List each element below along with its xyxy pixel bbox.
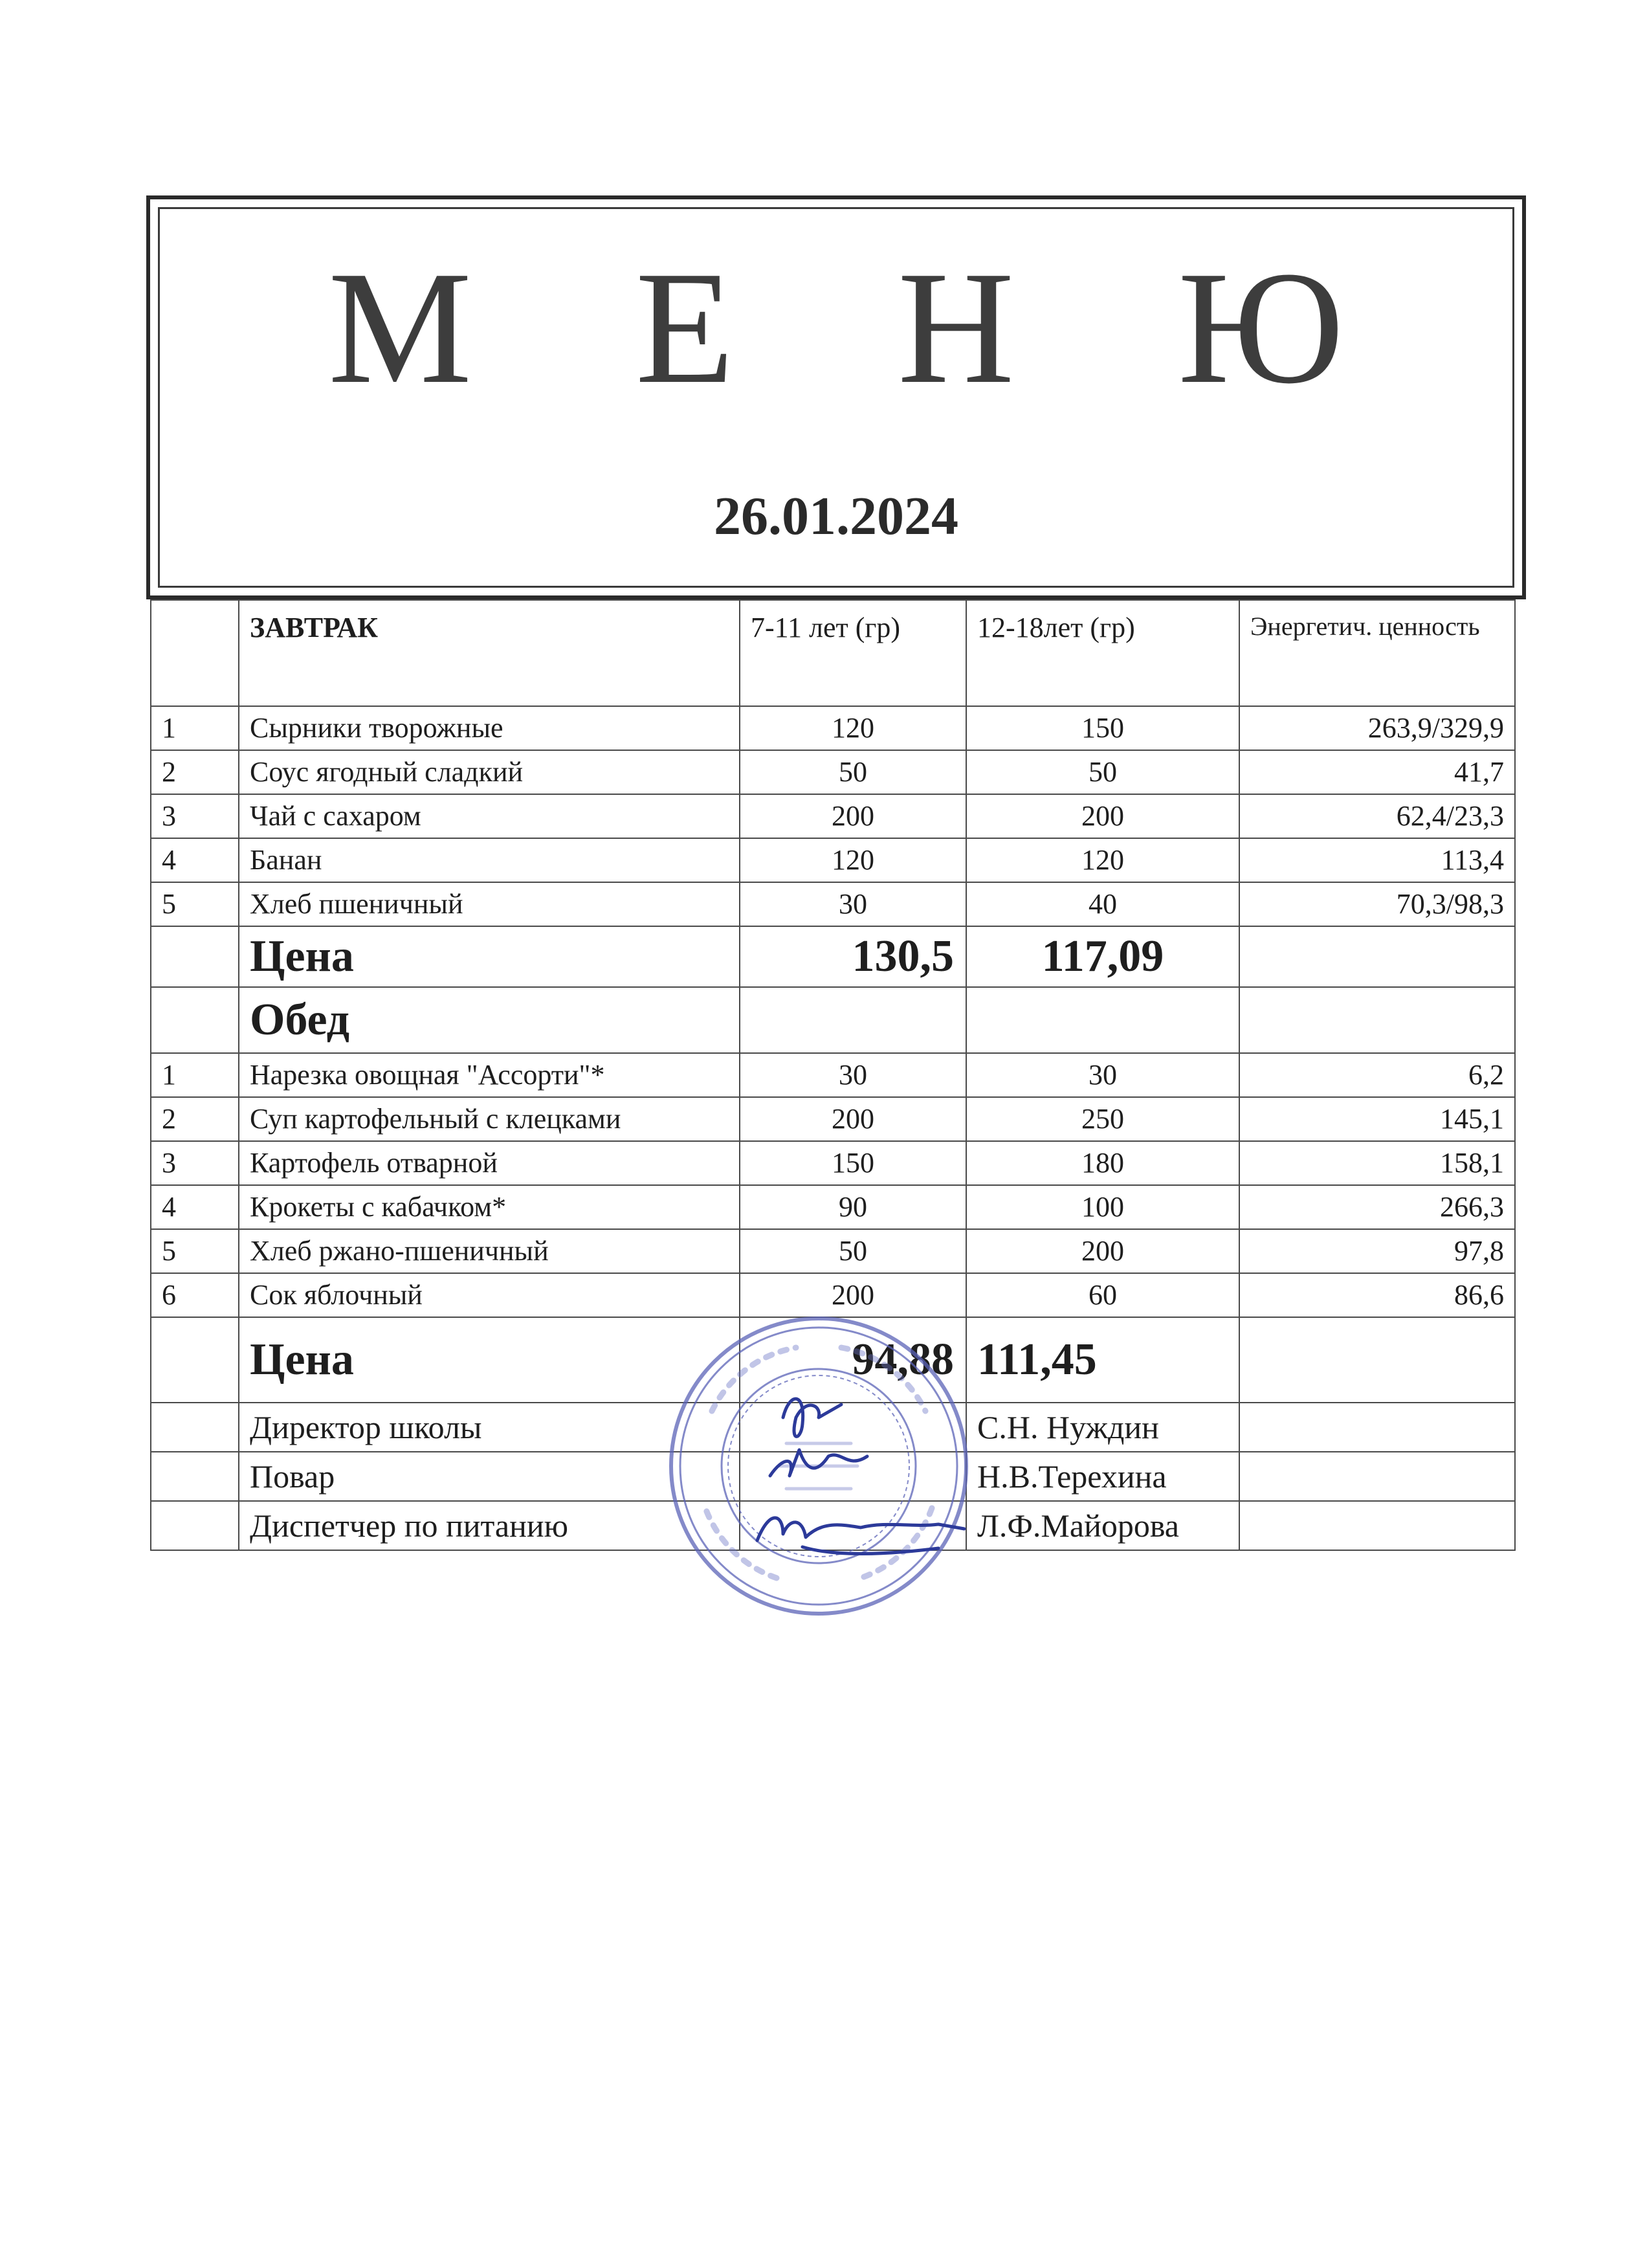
item-num: 2 (151, 750, 239, 794)
price-7-11: 130,5 (740, 926, 966, 987)
header-age-12-18: 12-18лет (гр) (966, 600, 1239, 706)
item-energy: 6,2 (1239, 1053, 1515, 1097)
item-energy: 145,1 (1239, 1097, 1515, 1141)
item-num: 5 (151, 1229, 239, 1273)
item-qty-7-11: 50 (740, 750, 966, 794)
table-row (151, 838, 1515, 882)
table-row (151, 750, 1515, 794)
item-energy: 41,7 (1239, 750, 1515, 794)
empty-cell (1239, 1501, 1515, 1550)
item-energy: 70,3/98,3 (1239, 882, 1515, 926)
empty-cell (151, 987, 239, 1053)
empty-cell (740, 987, 966, 1053)
item-num: 4 (151, 838, 239, 882)
item-num: 4 (151, 1185, 239, 1229)
table-row (151, 1273, 1515, 1317)
empty-cell (1239, 1317, 1515, 1403)
empty-cell (740, 1403, 966, 1452)
table-header-row (151, 600, 1515, 706)
header-age-7-11: 7-11 лет (гр) (740, 600, 966, 706)
table-row (151, 1141, 1515, 1185)
table-row (151, 706, 1515, 750)
price-12-18: 111,45 (966, 1317, 1239, 1403)
signature-row (151, 1501, 1515, 1550)
item-qty-12-18: 250 (966, 1097, 1239, 1141)
item-qty-7-11: 150 (740, 1141, 966, 1185)
item-energy: 158,1 (1239, 1141, 1515, 1185)
signer-role: Диспетчер по питанию (239, 1501, 740, 1550)
empty-cell (966, 987, 1239, 1053)
lunch-section-row (151, 987, 1515, 1053)
item-qty-12-18: 180 (966, 1141, 1239, 1185)
item-name: Соус ягодный сладкий (239, 750, 740, 794)
menu-date: 26.01.2024 (714, 486, 958, 546)
empty-cell (151, 926, 239, 987)
item-qty-7-11: 30 (740, 1053, 966, 1097)
item-energy: 97,8 (1239, 1229, 1515, 1273)
empty-cell (1239, 1403, 1515, 1452)
signer-name: С.Н. Нуждин (966, 1403, 1239, 1452)
item-num: 5 (151, 882, 239, 926)
item-num: 2 (151, 1097, 239, 1141)
table-row (151, 1185, 1515, 1229)
signer-role: Повар (239, 1452, 740, 1501)
empty-cell (151, 1317, 239, 1403)
item-qty-12-18: 30 (966, 1053, 1239, 1097)
item-qty-12-18: 150 (966, 706, 1239, 750)
item-num: 1 (151, 706, 239, 750)
item-qty-12-18: 60 (966, 1273, 1239, 1317)
item-name: Банан (239, 838, 740, 882)
item-num: 3 (151, 794, 239, 838)
table-row (151, 1097, 1515, 1141)
title-box (146, 195, 1526, 599)
signer-name: Н.В.Терехина (966, 1452, 1239, 1501)
signature-row (151, 1403, 1515, 1452)
item-name: Нарезка овощная "Ассорти"* (239, 1053, 740, 1097)
empty-cell (151, 1403, 239, 1452)
item-qty-12-18: 100 (966, 1185, 1239, 1229)
item-name: Картофель отварной (239, 1141, 740, 1185)
item-qty-12-18: 200 (966, 1229, 1239, 1273)
item-name: Хлеб ржано-пшеничный (239, 1229, 740, 1273)
table-row (151, 1229, 1515, 1273)
item-energy: 266,3 (1239, 1185, 1515, 1229)
signer-role: Директор школы (239, 1403, 740, 1452)
item-qty-7-11: 120 (740, 706, 966, 750)
empty-cell (740, 1452, 966, 1501)
signer-name: Л.Ф.Майорова (966, 1501, 1239, 1550)
item-energy: 113,4 (1239, 838, 1515, 882)
item-qty-7-11: 30 (740, 882, 966, 926)
header-section-breakfast: ЗАВТРАК (239, 600, 740, 706)
item-energy: 86,6 (1239, 1273, 1515, 1317)
item-qty-12-18: 50 (966, 750, 1239, 794)
item-num: 6 (151, 1273, 239, 1317)
item-qty-7-11: 200 (740, 794, 966, 838)
item-name: Чай с сахаром (239, 794, 740, 838)
empty-cell (1239, 987, 1515, 1053)
price-label: Цена (239, 1317, 740, 1403)
item-qty-7-11: 90 (740, 1185, 966, 1229)
item-name: Сырники творожные (239, 706, 740, 750)
price-7-11: 94,88 (740, 1317, 966, 1403)
menu-table (150, 599, 1516, 1551)
item-energy: 263,9/329,9 (1239, 706, 1515, 750)
item-qty-7-11: 200 (740, 1097, 966, 1141)
item-num: 1 (151, 1053, 239, 1097)
lunch-price-row (151, 1317, 1515, 1403)
section-title-lunch: Обед (239, 987, 740, 1053)
empty-cell (740, 1501, 966, 1550)
header-energy: Энергетич. ценность (1239, 600, 1515, 706)
empty-cell (151, 1501, 239, 1550)
signature-row (151, 1452, 1515, 1501)
price-label: Цена (239, 926, 740, 987)
item-energy: 62,4/23,3 (1239, 794, 1515, 838)
breakfast-price-row (151, 926, 1515, 987)
item-name: Сок яблочный (239, 1273, 740, 1317)
item-name: Суп картофельный с клецками (239, 1097, 740, 1141)
item-name: Хлеб пшеничный (239, 882, 740, 926)
item-qty-7-11: 50 (740, 1229, 966, 1273)
page-title: М Е Н Ю (328, 238, 1406, 417)
item-qty-7-11: 120 (740, 838, 966, 882)
table-row (151, 794, 1515, 838)
item-qty-12-18: 120 (966, 838, 1239, 882)
item-num: 3 (151, 1141, 239, 1185)
header-num-cell (151, 600, 239, 706)
item-qty-12-18: 40 (966, 882, 1239, 926)
item-qty-7-11: 200 (740, 1273, 966, 1317)
price-12-18: 117,09 (966, 926, 1239, 987)
item-name: Крокеты с кабачком* (239, 1185, 740, 1229)
item-qty-12-18: 200 (966, 794, 1239, 838)
table-row (151, 1053, 1515, 1097)
empty-cell (1239, 926, 1515, 987)
empty-cell (151, 1452, 239, 1501)
empty-cell (1239, 1452, 1515, 1501)
table-row (151, 882, 1515, 926)
